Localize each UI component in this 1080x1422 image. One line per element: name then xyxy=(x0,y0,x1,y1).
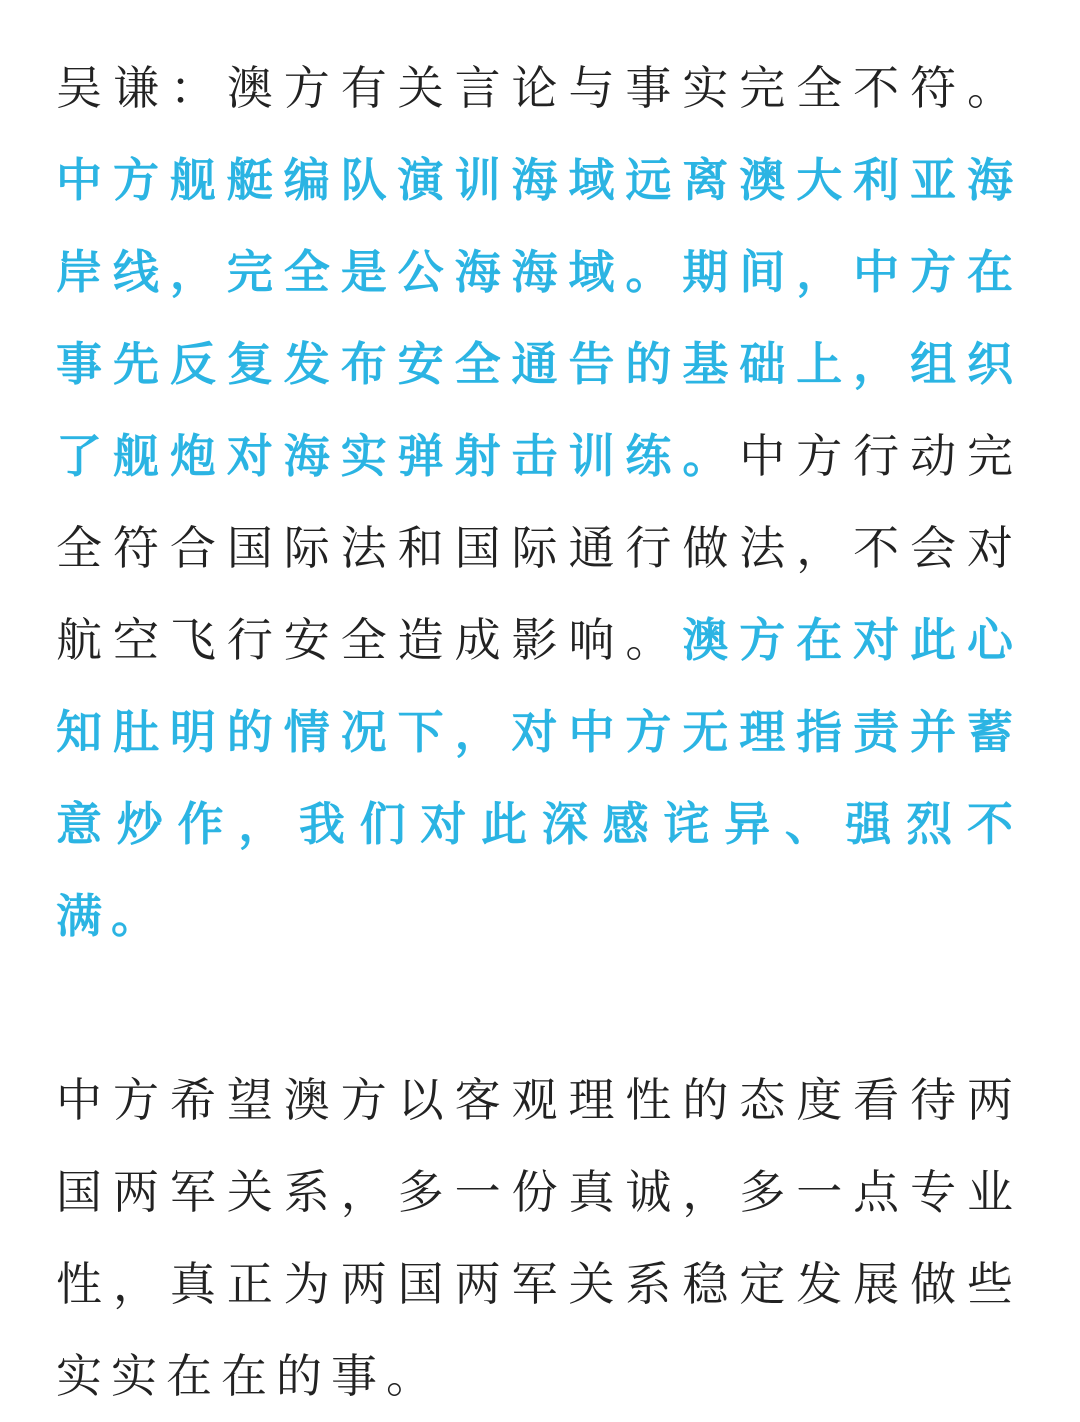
text-segment: 吴谦：澳方有关言论与事实完全不符。 xyxy=(56,61,1022,115)
highlighted-text-segment: 中方舰艇编队演训海域远离澳大利亚海岸线，完全是公海海域。期间，中方在事先反复发布安全通告的基础上，组织了舰炮对海实弹射击训练。 xyxy=(56,153,1022,483)
highlighted-text-segment: 澳方在对此心知肚明的情况下，对中方无理指责并蓄意炒作，我们对此深感诧异、强烈不满。 xyxy=(56,613,1022,943)
paragraph-statement xyxy=(56,42,1022,962)
text-segment: 中方希望澳方以客观理性的态度看待两国两军关系，多一份真诚，多一点专业性，真正为两国两军关系稳定发展做些实实在在的事。 xyxy=(56,1073,1022,1403)
article-body xyxy=(56,42,1022,1422)
paragraph-hope xyxy=(56,1054,1022,1422)
text-segment: 中方行动完全符合国际法和国际通行做法，不会对航空飞行安全造成影响。 xyxy=(56,429,1022,667)
